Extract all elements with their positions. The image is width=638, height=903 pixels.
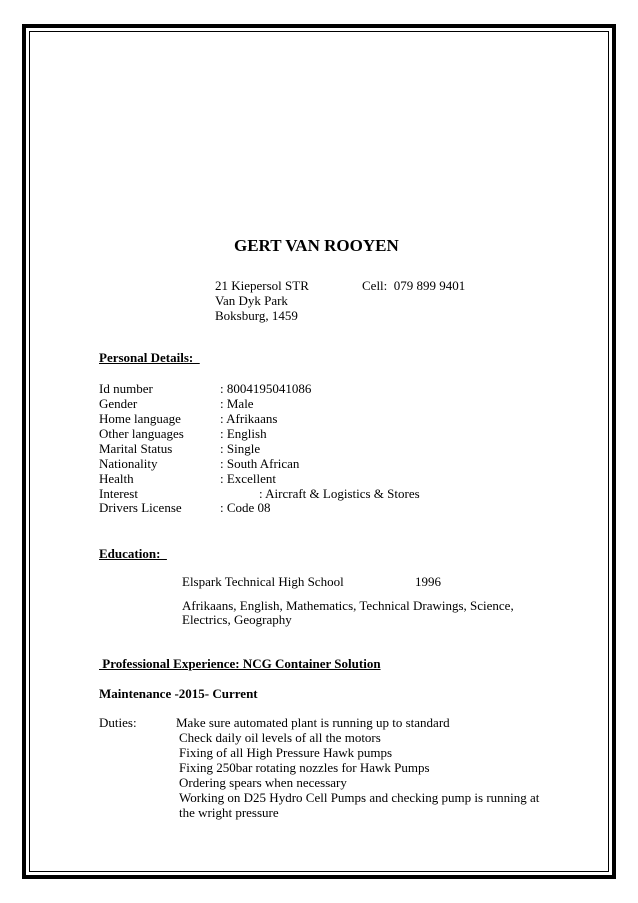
- personal-label-gender: Gender: [99, 396, 138, 411]
- education-subjects-line-1: Afrikaans, English, Mathematics, Technical Drawings, Science,: [182, 598, 514, 613]
- experience-heading: Professional Experience: NCG Container Solution: [99, 656, 381, 671]
- personal-label-other-languages: Other languages: [99, 426, 184, 441]
- personal-value-interest: : Aircraft & Logistics & Stores: [259, 486, 420, 501]
- cell-number: Cell: 079 899 9401: [362, 278, 466, 293]
- address-line-3: Boksburg, 1459: [215, 308, 298, 323]
- address-line-2: Van Dyk Park: [215, 293, 288, 308]
- personal-label-marital-status: Marital Status: [99, 441, 173, 456]
- address-line-1: 21 Kiepersol STR: [215, 278, 309, 293]
- duty-item: Check daily oil levels of all the motors: [179, 730, 381, 745]
- personal-details-heading: Personal Details:: [99, 350, 200, 365]
- education-year: 1996: [415, 574, 441, 589]
- duty-item: Ordering spears when necessary: [179, 775, 347, 790]
- personal-label-drivers-license: Drivers License: [99, 500, 182, 515]
- experience-role: Maintenance -2015- Current: [99, 686, 258, 701]
- personal-value-id: : 8004195041086: [220, 381, 312, 396]
- education-subjects-line-2: Electrics, Geography: [182, 612, 292, 627]
- personal-value-other-languages: : English: [220, 426, 267, 441]
- personal-label-health: Health: [99, 471, 134, 486]
- personal-label-id: Id number: [99, 381, 153, 396]
- personal-label-home-language: Home language: [99, 411, 181, 426]
- duty-item: Fixing of all High Pressure Hawk pumps: [179, 745, 393, 760]
- personal-value-drivers-license: : Code 08: [220, 500, 271, 515]
- education-school: Elspark Technical High School: [182, 574, 344, 589]
- personal-label-interest: Interest: [99, 486, 138, 501]
- duty-item: Working on D25 Hydro Cell Pumps and checking pump is running at: [179, 790, 540, 805]
- duties-label: Duties:: [99, 715, 137, 730]
- personal-value-gender: : Male: [220, 396, 254, 411]
- personal-value-home-language: : Afrikaans: [220, 411, 278, 426]
- personal-value-marital-status: : Single: [220, 441, 261, 456]
- personal-value-nationality: : South African: [220, 456, 300, 471]
- duty-item: Fixing 250bar rotating nozzles for Hawk Pumps: [179, 760, 430, 775]
- personal-value-health: : Excellent: [220, 471, 276, 486]
- duty-item: Make sure automated plant is running up to standard: [176, 715, 450, 730]
- candidate-name: GERT VAN ROOYEN: [234, 236, 399, 255]
- duty-item: the wright pressure: [179, 805, 279, 820]
- personal-label-nationality: Nationality: [99, 456, 158, 471]
- education-heading: Education:: [99, 546, 167, 561]
